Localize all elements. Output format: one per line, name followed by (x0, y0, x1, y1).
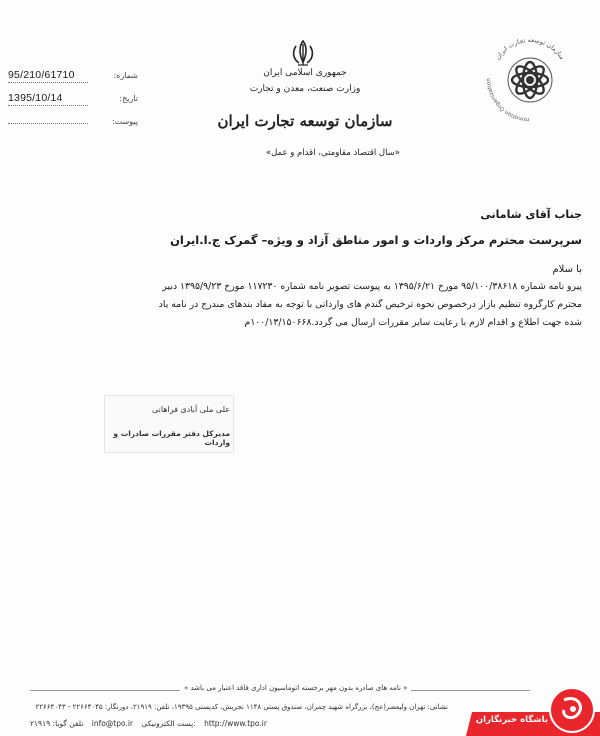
header-organization: سازمان توسعه تجارت ایران (217, 112, 393, 130)
logo-text-en: romotion Organization (485, 78, 530, 123)
footer-phone: تلفن گویا: ۲۱۹۱۹ (30, 719, 84, 728)
footer-note: « نامه های صادره بدون مهر برجسته اتوماسیون اداری فاقد اعتبار می باشد » (180, 684, 411, 692)
letter-number-label: شماره: (113, 71, 138, 80)
signature-title: مدیرکل دفتر مقررات صادرات و واردات (113, 429, 230, 447)
watermark-badge (452, 686, 600, 736)
iran-emblem-icon (290, 38, 316, 68)
letter-date-row (8, 92, 138, 106)
footer-website[interactable]: http://www.tpo.ir (204, 719, 267, 728)
footer-contacts (30, 719, 273, 728)
letter-attachment-row (8, 117, 138, 126)
addressee-title: سرپرست محترم مرکز واردات و امور مناطق آزاد و ویژه– گمرک ج.ا.ایران (170, 233, 582, 247)
greeting: با سلام (552, 264, 582, 275)
letter-attachment-label: پیوست: (111, 117, 138, 126)
body-line-2: محترم کارگروه تنظیم بازار درخصوص نحوه ترخیص گندم های وارداتی با توجه به مفاد بندهای مندرج در نامه یاد (158, 299, 582, 310)
header-republic: جمهوری اسلامی ایران (263, 68, 347, 78)
footer-email[interactable]: info@tpo.ir (91, 719, 134, 728)
letter-number: 95/210/61710 (8, 69, 88, 83)
logo-text-fa: سازمان توسعه تجارت ایران (493, 35, 567, 62)
tpo-logo-icon (484, 32, 576, 124)
letter-date: 1395/10/14 (8, 92, 88, 106)
watermark-text: باشگاه خبرنگاران (475, 715, 548, 725)
letter-number-row (8, 69, 138, 83)
footer-address: نشانی: تهران ولیعصر(عج)، بزرگراه شهید چمران، صندوق پستی ۱۱۴۸ تجریش، کدپستی ۱۹۳۹۵، تلفن: ۲۱۹۱۹، دورنگار: ۲۲۶۶۴۰۴۵ - ۲۲۶۶۴۰۴۳ (35, 703, 448, 711)
header-slogan: «سال اقتصاد مقاومتی، اقدام و عمل» (265, 148, 400, 158)
addressee-name: جناب آقای شامانی (480, 208, 582, 221)
letter-attachment (8, 122, 88, 124)
letter-date-label: تاریخ: (119, 94, 138, 103)
body-line-3: شده جهت اطلاع و اقدام لازم با رعایت سایر مقررات ارسال می گردد.۱۰۰/۱۳/۱۵۰۶۶۸م (244, 317, 582, 328)
signature-name: علی ملی آبادی فراهانی (151, 405, 230, 414)
header-ministry: وزارت صنعت، معدن و تجارت (249, 84, 361, 94)
body-line-1: پیرو نامه شماره ۹۵/۱۰۰/۳۸۶۱۸ مورخ ۱۳۹۵/۶/۲۱ به پیوست تصویر نامه شماره ۱۱۷۲۳۰ مورخ ۱۳۹۵/۹/۲۳ دبیر (162, 281, 582, 292)
footer-email-label: پست الکترونیکی: (141, 719, 196, 728)
